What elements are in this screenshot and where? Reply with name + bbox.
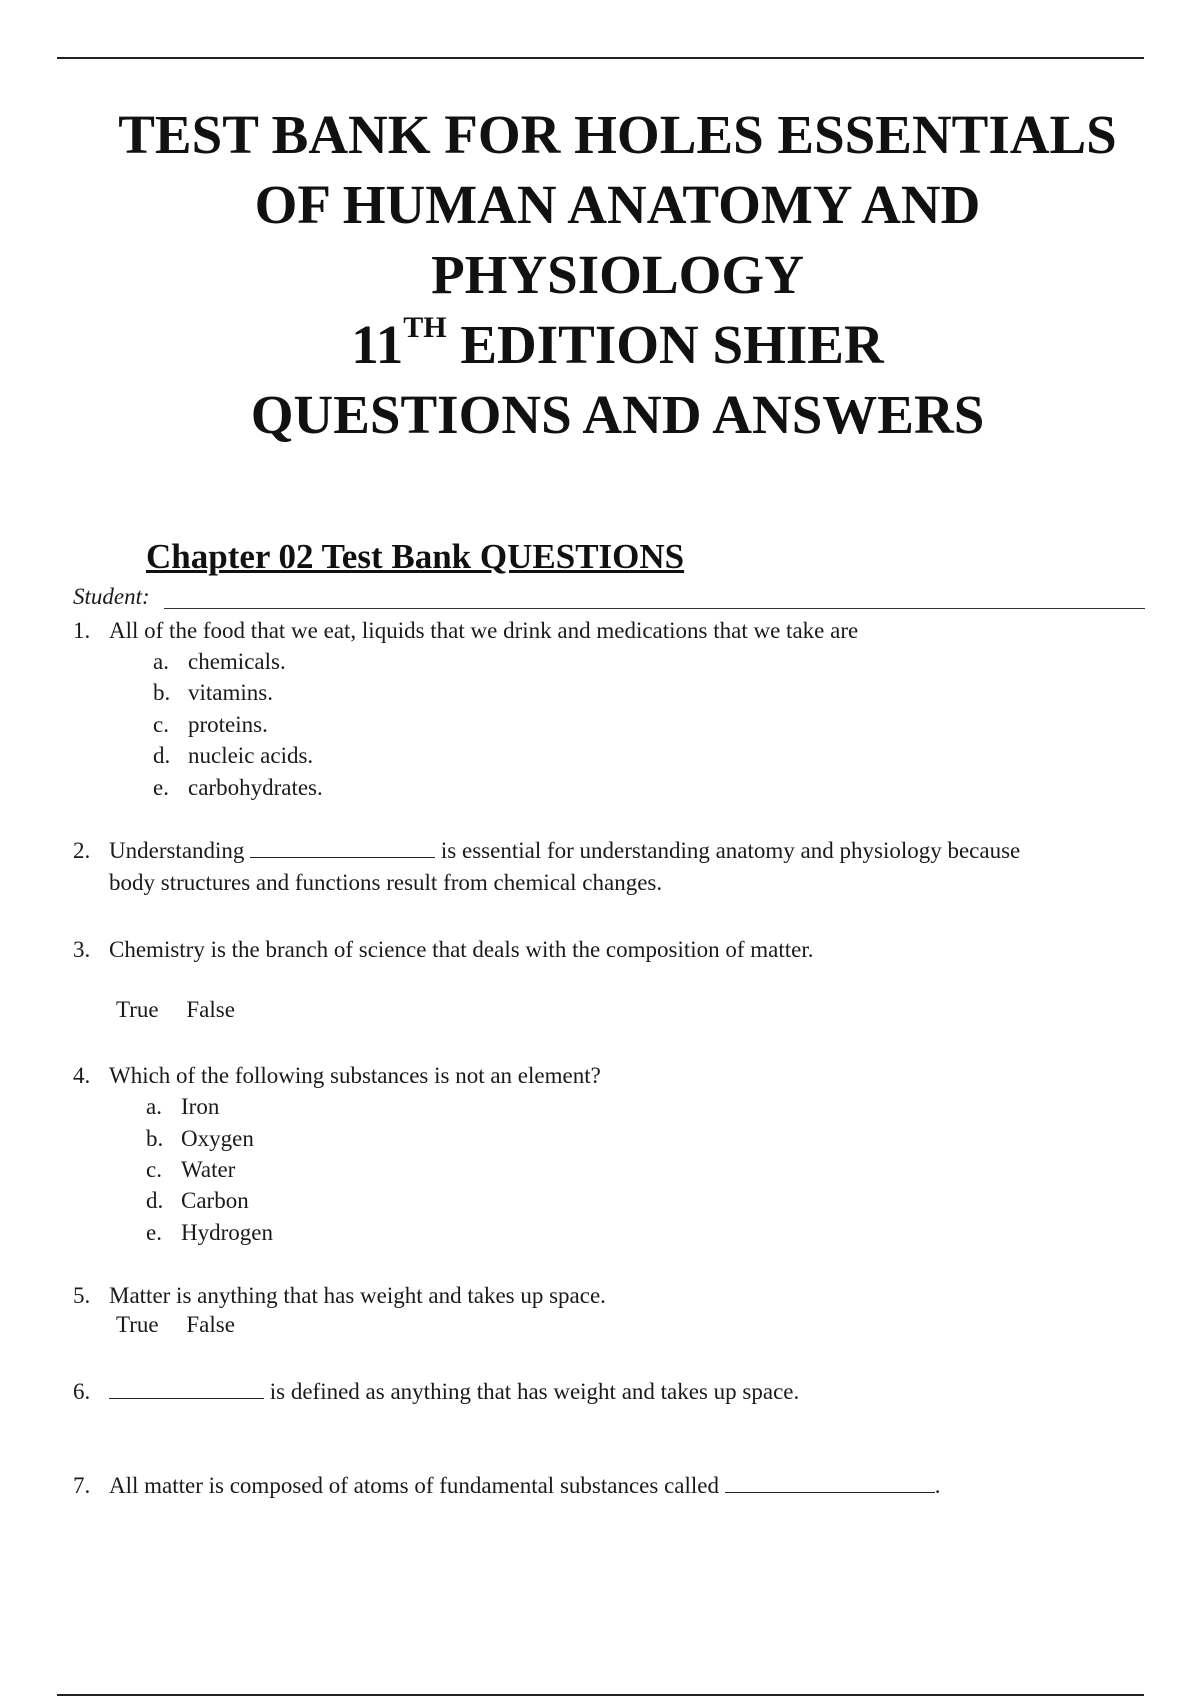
option-letter: b. (153, 680, 171, 705)
question-text: Matter is anything that has weight and takes up space. (109, 1283, 606, 1308)
title-line-edition (57, 310, 1178, 380)
question-number: 7. (73, 1473, 91, 1498)
question-text-after: . (934, 1473, 941, 1498)
question-number: 1. (73, 618, 91, 643)
question-text: Chemistry is the branch of science that deals with the composition of matter. (109, 937, 814, 962)
title-line-2: OF HUMAN ANATOMY AND (254, 174, 981, 235)
option-text: Carbon (181, 1188, 249, 1213)
false-option[interactable]: False (186, 997, 235, 1022)
option-text: proteins. (188, 712, 268, 737)
edition-rest: EDITION SHIER (446, 314, 884, 375)
option-4c[interactable] (146, 1154, 235, 1186)
option-letter: b. (146, 1126, 164, 1151)
edition-superscript: TH (403, 311, 447, 344)
option-text: Iron (181, 1094, 220, 1119)
question-number: 4. (73, 1063, 91, 1088)
option-text: vitamins. (188, 680, 273, 705)
true-option[interactable]: True (116, 997, 159, 1022)
false-option[interactable]: False (186, 1312, 235, 1337)
question-text-line-2: body structures and functions result from chemical changes. (109, 870, 663, 895)
edition-number: 11 (351, 314, 404, 375)
option-4b[interactable] (146, 1123, 254, 1155)
document-title (57, 100, 1178, 450)
option-letter: a. (146, 1094, 162, 1119)
chapter-heading: Chapter 02 Test Bank QUESTIONS (146, 537, 685, 576)
answer-blank[interactable] (725, 1470, 935, 1493)
option-1e[interactable] (153, 772, 323, 804)
question-text (109, 1470, 940, 1502)
option-text: carbohydrates. (188, 775, 323, 800)
option-1a[interactable] (153, 646, 286, 678)
option-letter: d. (153, 743, 171, 768)
true-option[interactable]: True (116, 1312, 159, 1337)
option-4d[interactable] (146, 1185, 249, 1217)
answer-blank[interactable] (109, 1376, 264, 1399)
question-2 (73, 835, 1153, 905)
top-rule (57, 57, 1144, 59)
question-text (109, 1376, 799, 1408)
student-label: Student: (73, 584, 150, 609)
option-letter: e. (153, 775, 169, 800)
student-name-line[interactable] (164, 608, 1145, 609)
option-1d[interactable] (153, 740, 313, 772)
true-false-5 (116, 1312, 235, 1338)
title-line-1: TEST BANK FOR HOLES ESSENTIALS (118, 104, 1117, 165)
question-text-line-1 (109, 835, 1020, 867)
option-text: nucleic acids. (188, 743, 314, 768)
option-4a[interactable] (146, 1091, 219, 1123)
question-text-after: is essential for understanding anatomy and physiology because (440, 838, 1021, 863)
option-1b[interactable] (153, 677, 273, 709)
option-text: Oxygen (181, 1126, 254, 1151)
option-letter: e. (146, 1220, 162, 1245)
question-text-before: All matter is composed of atoms of fundamental substances called (109, 1473, 719, 1498)
option-letter: c. (153, 712, 169, 737)
question-number: 6. (73, 1379, 91, 1404)
question-text-after: is defined as anything that has weight and takes up space. (269, 1379, 800, 1404)
question-number: 2. (73, 838, 91, 863)
option-letter: a. (153, 649, 169, 674)
answer-blank[interactable] (250, 835, 435, 858)
option-1c[interactable] (153, 709, 268, 741)
option-text: Water (181, 1157, 236, 1182)
bottom-rule (57, 1694, 1144, 1696)
question-text-before: Understanding (109, 838, 245, 863)
question-number: 3. (73, 937, 91, 962)
option-text: Hydrogen (181, 1220, 273, 1245)
option-text: chemicals. (188, 649, 286, 674)
question-text: Which of the following substances is not an element? (109, 1063, 601, 1088)
title-line-5: QUESTIONS AND ANSWERS (250, 384, 985, 445)
option-letter: d. (146, 1188, 164, 1213)
title-line-3: PHYSIOLOGY (431, 244, 804, 305)
option-letter: c. (146, 1157, 162, 1182)
question-number: 5. (73, 1283, 91, 1308)
question-text: All of the food that we eat, liquids that we drink and medications that we take are (109, 618, 859, 643)
option-4e[interactable] (146, 1217, 273, 1249)
true-false-3 (116, 997, 235, 1023)
